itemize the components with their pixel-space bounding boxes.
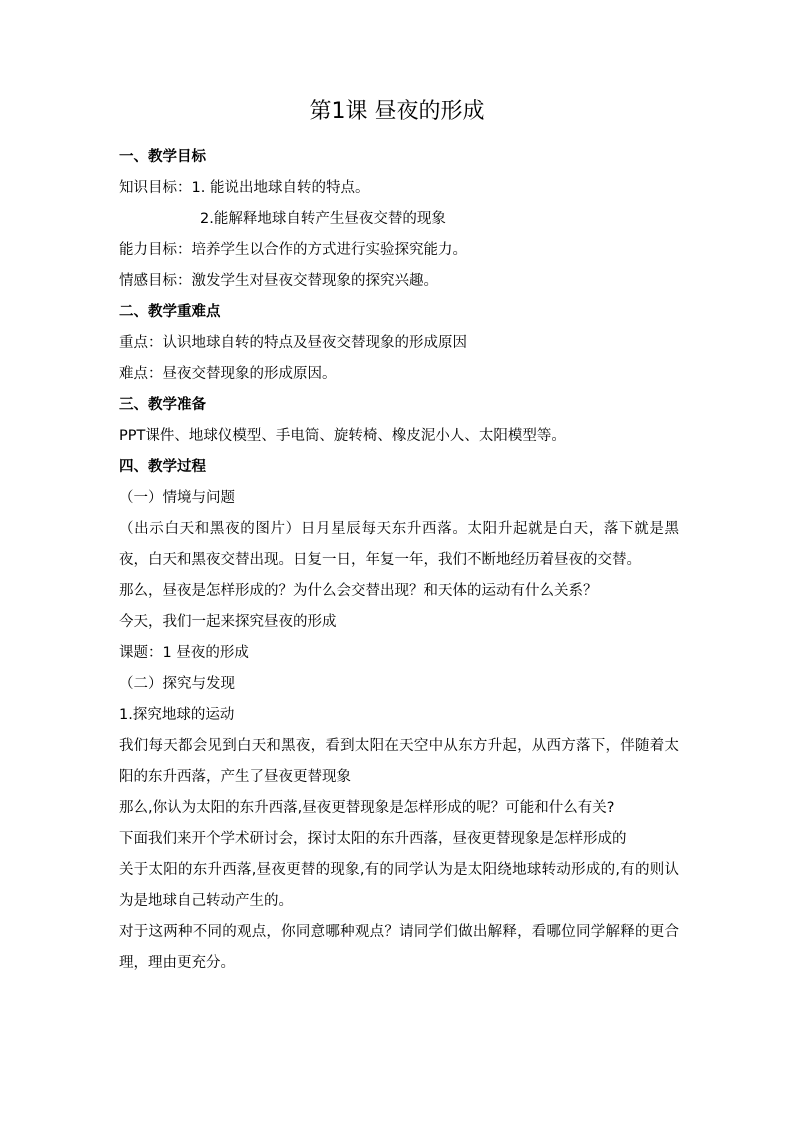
knowledge-goal-2: 2.能解释地球自转产生昼夜交替的现象 <box>200 211 446 227</box>
paragraph-sunrise-sunset: 我们每天都会见到白天和黑夜，看到太阳在天空中从东方升起，从西方落下，伴随着太阳的东升西落，产生了昼夜更替现象 <box>119 738 679 785</box>
lesson-body <box>119 142 679 979</box>
paragraph-day-night-images: （出示白天和黑夜的图片）日月星辰每天东升西落。太阳升起就是白天，落下就是黑夜，白天和黑夜交替出现。日复一日，年复一年，我们不断地经历着昼夜的交替。 <box>119 521 679 568</box>
key-point: 重点：认识地球自转的特点及昼夜交替现象的形成原因 <box>119 335 467 351</box>
paragraph-what-causes: 那么,你认为太阳的东升西落,昼夜更替现象是怎样形成的呢？可能和什么有关? <box>119 800 615 816</box>
subsection-situation: （一）情境与问题 <box>119 490 235 506</box>
section-heading-preparation: 三、教学准备 <box>119 397 206 413</box>
lesson-title: 第1课 昼夜的形成 <box>309 99 485 124</box>
difficult-point: 难点：昼夜交替现象的形成原因。 <box>119 366 337 382</box>
ability-goal: 能力目标：培养学生以合作的方式进行实验探究能力。 <box>119 242 467 258</box>
subsection-earth-motion: 1.探究地球的运动 <box>119 707 235 723</box>
section-heading-teaching-goals: 一、教学目标 <box>119 149 206 165</box>
paragraph-explain: 对于这两种不同的观点，你同意哪种观点？请同学们做出解释，看哪位同学解释的更合理，理由更充分。 <box>119 924 679 971</box>
subsection-exploration: （二）探究与发现 <box>119 676 235 692</box>
section-heading-process: 四、教学过程 <box>119 459 206 475</box>
knowledge-goal-1: 知识目标：1. 能说出地球自转的特点。 <box>119 180 370 196</box>
paragraph-today: 今天，我们一起来探究昼夜的形成 <box>119 614 337 630</box>
emotion-goal: 情感目标：激发学生对昼夜交替现象的探究兴趣。 <box>119 273 438 289</box>
paragraph-seminar: 下面我们来开个学术研讨会，探讨太阳的东升西落，昼夜更替现象是怎样形成的 <box>119 831 627 847</box>
paragraph-topic: 课题：1 昼夜的形成 <box>119 645 249 661</box>
section-heading-key-points: 二、教学重难点 <box>119 304 221 320</box>
preparation-materials: PPT课件、地球仪模型、手电筒、旋转椅、橡皮泥小人、太阳模型等。 <box>119 428 566 444</box>
paragraph-two-views: 关于太阳的东升西落,昼夜更替的现象,有的同学认为是太阳绕地球转动形成的,有的则认为是地球自己转动产生的。 <box>119 862 679 909</box>
paragraph-questions: 那么，昼夜是怎样形成的？为什么会交替出现？和天体的运动有什么关系？ <box>119 583 598 599</box>
